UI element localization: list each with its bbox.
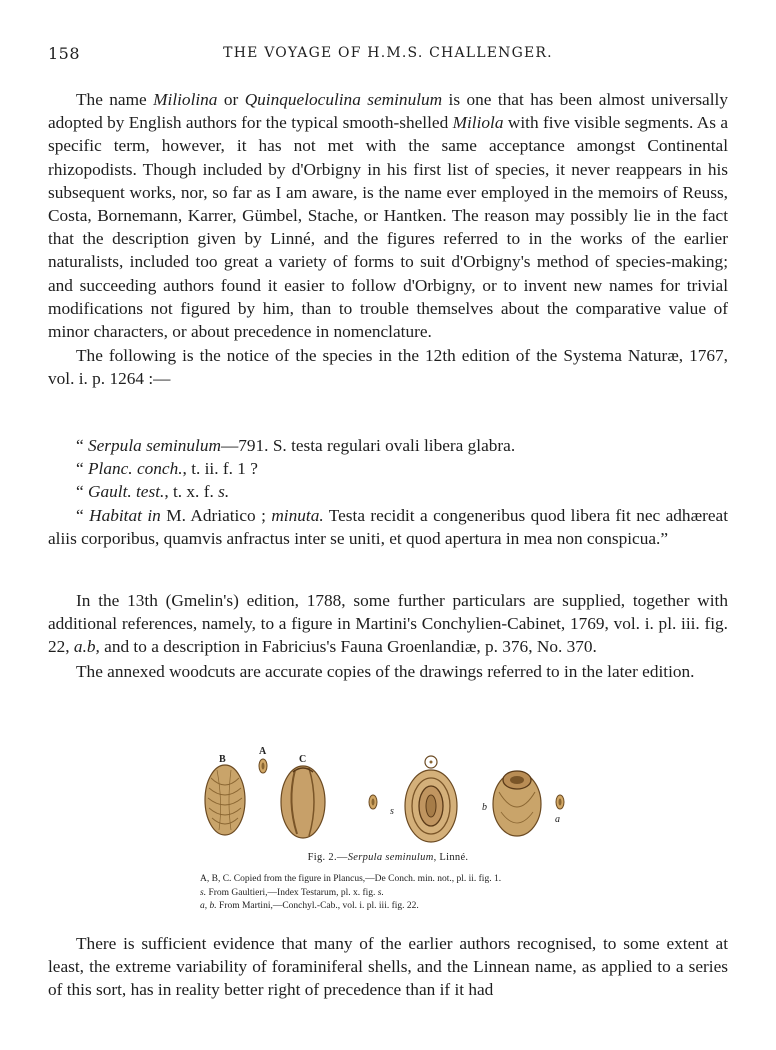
body-upper xyxy=(48,88,728,391)
note2-fig: s. xyxy=(377,887,384,898)
figure-note-1: A, B, C. Copied from the figure in Plancus,—De Conch. min. not., pl. ii. fig. 1. xyxy=(200,874,502,884)
shell-b-drawing xyxy=(205,765,245,835)
linnaeus-quote xyxy=(48,434,728,550)
label-c-upper: C xyxy=(299,754,307,765)
quote-mark: “ xyxy=(76,459,88,479)
quote-line-1 xyxy=(48,434,728,457)
para3-text-c: and to a description in Fabricius's Fauna Groenlandiæ, p. 376, No. 370. xyxy=(99,637,597,657)
figure-author: , Linné. xyxy=(433,852,469,863)
shell-a-lower-drawing xyxy=(556,795,564,809)
figure-species: Serpula seminulum xyxy=(347,852,434,863)
woodcut-illustration xyxy=(195,742,585,852)
quote-ref-gaultieri-fig: s. xyxy=(218,482,230,502)
body-middle xyxy=(48,589,728,683)
para1-genus-miliola: Miliola xyxy=(452,113,504,133)
note2-text: From Gaultieri,—Index Testarum, pl. x. fig. xyxy=(206,887,378,898)
para1-text-e: is one that has been almost universally adopted by English authors for the typical smooth-shelled xyxy=(48,90,728,133)
body-lower xyxy=(48,932,728,1002)
shell-b-lower-drawing xyxy=(493,771,541,836)
shell-top-circle-drawing xyxy=(425,756,437,768)
label-a-lower: a xyxy=(555,814,560,825)
para1-genus-miliolina: Miliolina xyxy=(153,90,218,109)
quote-description: —791. S. testa regulari ovali libera glabra. xyxy=(220,436,516,455)
paragraph-systema-naturae: The following is the notice of the species in the 12th edition of the Systema Naturæ, 1767, vol. i. p. 1264 :— xyxy=(48,346,728,389)
quote-line-3 xyxy=(48,480,728,503)
shell-c-drawing xyxy=(281,766,325,838)
para3-fig-ref: a.b, xyxy=(73,637,100,657)
note3-label: a, b. xyxy=(200,901,217,911)
note2-label: s. xyxy=(200,887,207,898)
note3-text: From Martini,—Conchyl.-Cab., vol. i. pl. iii. fig. 22. xyxy=(216,901,419,911)
quote-habitat xyxy=(48,504,728,550)
para1-text-g: with five visible segments. As a specific term, however, it has not met with the same acceptance amongst Continental rhizopodists. Though included by d'Orbigny in his first list of species, it never reappears in his subsequent works, nor, so far as I am aware, is the name ever employed in the memoirs of Reuss, Costa, Bornemann, Karrer, Gümbel, Stache, or Hantken. The reason may possibly lie in the fact that the description given by Linné, and the figures referred to in the works of the earlier naturalists, included too great a variety of forms to suit d'Orbigny's method of species-making; and succeeding authors found it easier to follow d'Orbigny, or to invent new names for trivial modifications not figured by him, than to trouble themselves about the comparative value of minor characters, or about precedence in nomenclature. xyxy=(48,113,728,342)
quote-ref-plancus-detail: , t. ii. f. 1 ? xyxy=(182,459,258,479)
quote-mark: “ xyxy=(76,505,90,525)
quote-mark: “ xyxy=(76,482,88,502)
quote-habitat-location: M. Adriatico ; xyxy=(160,505,272,525)
label-s: s xyxy=(390,806,394,817)
figure-caption xyxy=(48,852,728,863)
paragraph-variability: There is sufficient evidence that many of the earlier authors recognised, to some extent at least, the extreme variability of foraminiferal shells, and the Linnean name, as applied to a series of this sort, has in reality better right of precedence than if it had xyxy=(48,934,728,1000)
label-b-lower: b xyxy=(482,802,487,813)
running-head: THE VOYAGE OF H.M.S. CHALLENGER. xyxy=(223,45,553,61)
quote-ref-gaultieri: Gault. test. xyxy=(88,482,165,502)
figure-notes xyxy=(200,873,620,914)
shell-small-oval-drawing xyxy=(369,795,377,809)
figure-number: Fig. 2.— xyxy=(307,852,348,863)
quote-mark: “ xyxy=(76,436,88,455)
paragraph-woodcuts: The annexed woodcuts are accurate copies of the drawings referred to in the later edition. xyxy=(76,661,695,681)
page-number: 158 xyxy=(48,44,81,63)
woodcut-figure xyxy=(195,742,585,852)
para1-species-name: Quinqueloculina seminulum xyxy=(244,90,443,109)
label-a-upper: A xyxy=(259,746,267,757)
shell-s-drawing xyxy=(405,770,457,842)
paragraph-gmelin xyxy=(48,589,728,659)
quote-ref-gaultieri-detail: , t. x. f. xyxy=(164,482,219,502)
quote-habitat-label: Habitat in xyxy=(89,505,161,525)
quote-species-name: Serpula seminulum xyxy=(88,436,221,455)
figure-note-2 xyxy=(200,887,620,901)
label-b-upper: B xyxy=(219,754,226,765)
quote-ref-plancus: Planc. conch. xyxy=(88,459,183,479)
quote-line-2 xyxy=(48,457,728,480)
para1-text-a: The name xyxy=(76,90,154,109)
figure-note-3 xyxy=(200,900,620,914)
page-header xyxy=(48,44,728,66)
quote-habitat-description: Testa recidit a congeneribus quod libera fit nec adhæreat aliis corporibus, quamvis anfractus inter se uniti, et quod apertura in mea non conspicua.” xyxy=(48,505,728,548)
shell-a-small-drawing xyxy=(259,759,267,773)
para1-text-c: or xyxy=(217,90,245,109)
paragraph-miliolina xyxy=(48,88,728,343)
quote-minuta: minuta. xyxy=(271,505,324,525)
para3-text-a: In the 13th (Gmelin's) edition, 1788, some further particulars are supplied, together with additional references, namely, to a figure in Martini's Conchylien-Cabinet, 1769, vol. i. pl. iii. fig. 22, xyxy=(48,591,728,657)
